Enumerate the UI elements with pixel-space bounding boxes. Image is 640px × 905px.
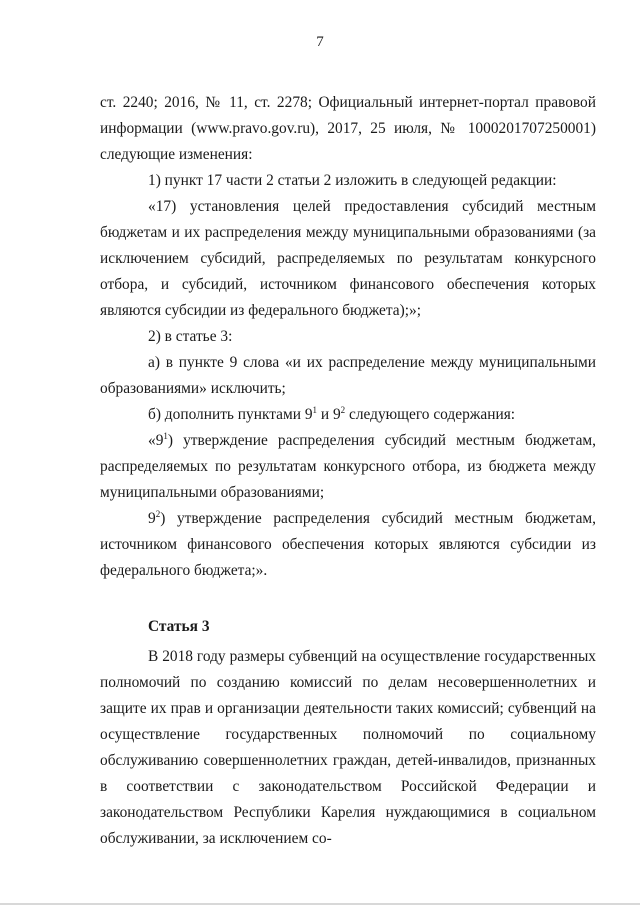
article-heading: Статья 3 <box>148 618 210 635</box>
subitem-b-superscript-2: 2 <box>340 404 346 415</box>
subitem-b-text-start: б) дополнить пунктами 9 <box>148 406 313 423</box>
point-9-2-number: 9 <box>148 510 156 527</box>
subitem-b-text-middle: и 9 <box>317 406 341 423</box>
subitem-b-text-end: следующего содержания: <box>345 406 516 423</box>
paragraph-quoted-point-17: «17) установления целей предоставления субсидий местным бюджетам и их распределения между муниципальными образованиями (за исключением субсидий, распределяемых по результатам конкурсного отбора, и субсидий, источником финансового обеспечения которых являются субсидии из федерального бюджета);»; <box>100 198 596 319</box>
point-9-1-number: «9 <box>148 432 164 449</box>
paragraph-item-2: 2) в статье 3: <box>148 328 233 345</box>
document-body <box>100 90 596 852</box>
paragraph-point-9-2 <box>100 506 596 584</box>
point-9-1-text: ) утверждение распределения субсидий местным бюджетам, распределяемых по результатам конкурсного отбора, из бюджета между муниципальными образованиями; <box>100 432 596 501</box>
page-number: 7 <box>316 34 324 50</box>
paragraph-subitem-b <box>100 402 596 428</box>
paragraph-item-1: 1) пункт 17 части 2 статьи 2 изложить в следующей редакции: <box>148 172 557 189</box>
point-9-2-superscript: 2 <box>155 508 161 519</box>
subitem-b-superscript-1: 1 <box>312 404 318 415</box>
paragraph-continuation: ст. 2240; 2016, № 11, ст. 2278; Официальный интернет-портал правовой информации (www.pravo.gov.ru), 2017, 25 июля, № 1000201707250001) следующие изменения: <box>100 94 596 163</box>
paragraph-point-9-1 <box>100 428 596 506</box>
point-9-1-superscript: 1 <box>163 430 168 441</box>
paragraph-subitem-a: а) в пункте 9 слова «и их распределение между муниципальными образованиями» исключить; <box>100 354 596 397</box>
point-9-2-text: ) утверждение распределения субсидий местным бюджетам, источником финансового обеспечения которых являются субсидии из федерального бюджета;». <box>100 510 596 579</box>
article-text: В 2018 году размеры субвенций на осуществление государственных полномочий по созданию комиссий по делам несовершеннолетних и защите их прав и организации деятельности таких комиссий; субвенций на осуществление государственных полномочий по социальному обслуживанию совершеннолетних граждан, детей-инвалидов, признанных в соответствии с законодательством Российской Федерации и законодательством Республики Карелия нуждающимися в социальном обслуживании, за исключением со- <box>100 648 596 847</box>
